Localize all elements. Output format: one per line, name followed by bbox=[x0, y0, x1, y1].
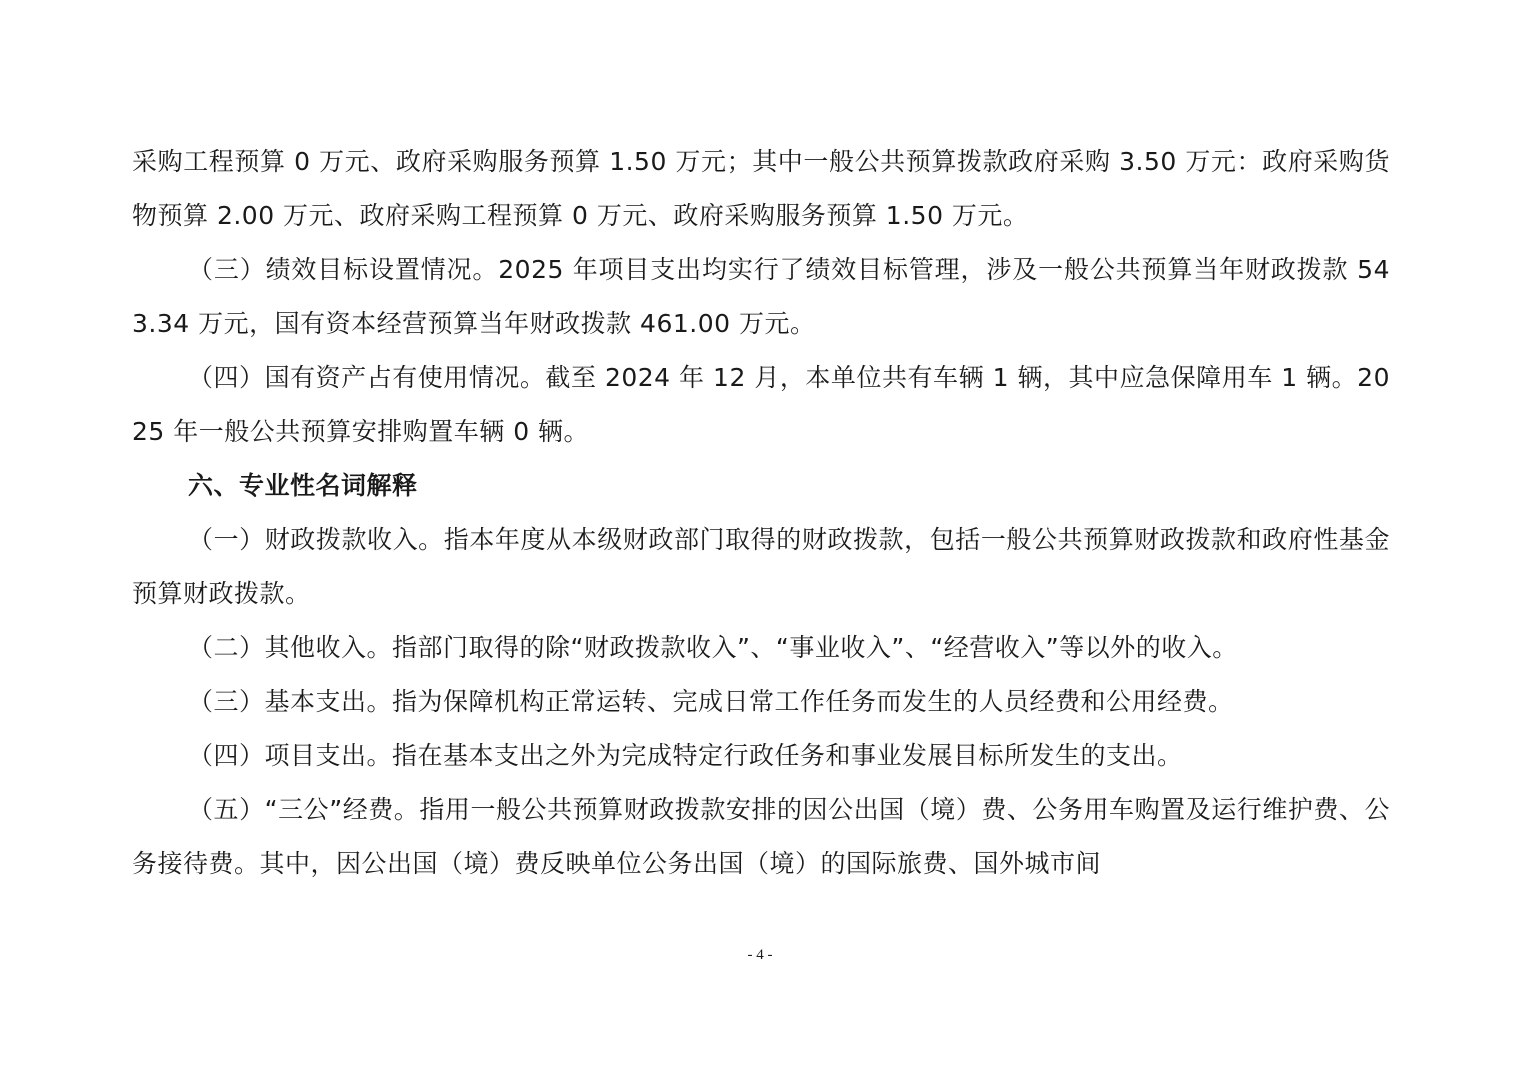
definition-text: 指用一般公共预算财政拨款安排的因公出国（境）费、公务用车购置及运行维护费、公务接待费。其中，因公出国（境）费反映单位公务出国（境）的国际旅费、国外城市间 bbox=[132, 795, 1390, 878]
definition-term: （五）“三公”经费。 bbox=[188, 795, 420, 824]
page-number: - 4 - bbox=[747, 947, 773, 963]
paragraph-text: 采购工程预算 0 万元、政府采购服务预算 1.50 万元；其中一般公共预算拨款政府采购 3.50 万元：政府采购货物预算 2.00 万元、政府采购工程预算 0 万元、政府采购服务预算 1.50 万元。 bbox=[132, 147, 1390, 230]
paragraph-lead: （四）国有资产占有使用情况。 bbox=[188, 363, 546, 392]
definition-text: 指在基本支出之外为完成特定行政任务和事业发展目标所发生的支出。 bbox=[392, 741, 1183, 770]
definition-text: 指为保障机构正常运转、完成日常工作任务而发生的人员经费和公用经费。 bbox=[392, 687, 1234, 716]
document-body bbox=[132, 135, 1390, 891]
definition-term: （四）项目支出。 bbox=[188, 741, 393, 770]
definition-other-income bbox=[132, 621, 1390, 675]
definition-three-public-expenses bbox=[132, 783, 1390, 891]
definition-term: （一）财政拨款收入。 bbox=[188, 525, 444, 554]
definition-text: 指部门取得的除“财政拨款收入”、“事业收入”、“经营收入”等以外的收入。 bbox=[392, 633, 1238, 662]
paragraph-lead: （三）绩效目标设置情况。 bbox=[188, 255, 499, 284]
definition-text: 指本年度从本级财政部门取得的财政拨款，包括一般公共预算财政拨款和政府性基金预算财政拨款。 bbox=[132, 525, 1390, 608]
definition-term: （二）其他收入。 bbox=[188, 633, 393, 662]
paragraph-procurement-continued bbox=[132, 135, 1390, 243]
definition-term: （三）基本支出。 bbox=[188, 687, 393, 716]
definition-project-expenditure bbox=[132, 729, 1390, 783]
section-heading: 六、专业性名词解释 bbox=[188, 471, 418, 500]
paragraph-text: 截至 2024 年 12 月，本单位共有车辆 1 辆，其中应急保障用车 1 辆。2025 年一般公共预算安排购置车辆 0 辆。 bbox=[132, 363, 1390, 446]
paragraph-performance-targets bbox=[132, 243, 1390, 351]
definition-basic-expenditure bbox=[132, 675, 1390, 729]
paragraph-state-assets bbox=[132, 351, 1390, 459]
definition-fiscal-appropriation-income bbox=[132, 513, 1390, 621]
paragraph-text: 2025 年项目支出均实行了绩效目标管理，涉及一般公共预算当年财政拨款 543.34 万元，国有资本经营预算当年财政拨款 461.00 万元。 bbox=[132, 255, 1390, 338]
